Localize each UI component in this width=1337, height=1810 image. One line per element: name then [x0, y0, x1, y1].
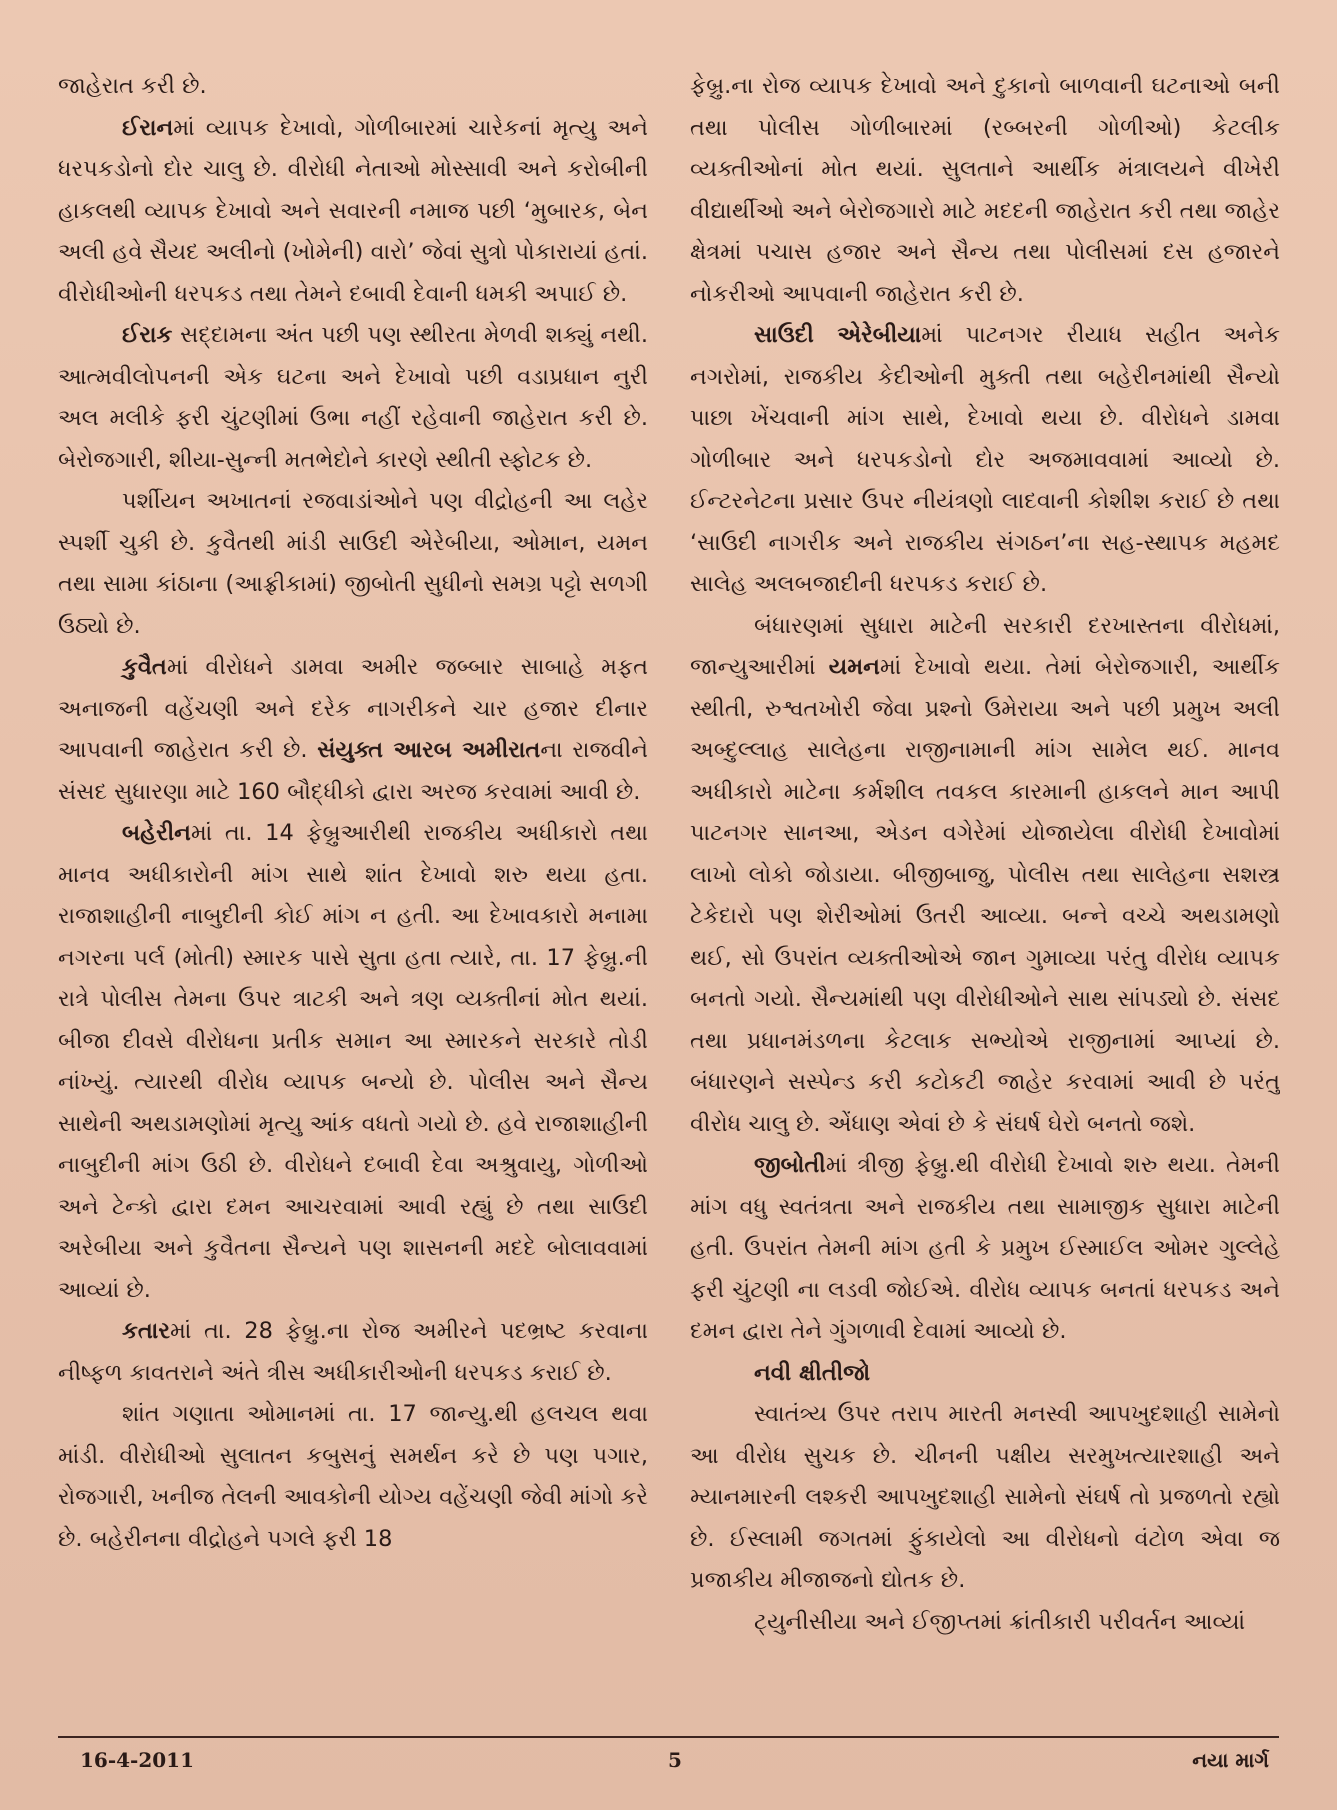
paragraph [58, 66, 648, 108]
paragraph-text: સ્વાતંત્ર્ય ઉપર તરાપ મારતી મનસ્વી આપખુદશાહી સામેનો આ વીરોધ સુચક છે. ચીનની પક્ષીય સરમુખત્યારશાહી અને મ્યાનમારની લશ્કરી આપખુદશાહી સામેનો સંઘર્ષ તો પ્રજળતો રહ્યો છે. ઈસ્લામી જગતમાં ફુંકાયેલો આ વીરોધનો વંટોળ એવા જ પ્રજાકીય મીજાજનો દ્યોતક છે. [690, 1401, 1280, 1593]
country-name: ઈરાક [122, 322, 173, 348]
paragraph [58, 813, 648, 1311]
right-column [690, 66, 1280, 1716]
country-name: બહેરીન [122, 820, 191, 846]
paragraph-text: પર્શીયન અખાતનાં રજવાડાંઓને પણ વીદ્રોહની આ લહેર સ્પર્શી ચુકી છે. કુવૈતથી માંડી સાઉદી એરેબીયા, ઓમાન, યમન તથા સામા કાંઠાના (આફ્રીકામાં) જીબોતી સુધીનો સમગ્ર પટ્ટો સળગી ઉઠ્યો છે. [58, 488, 648, 639]
paragraph-text: માં પાટનગર રીયાધ સહીત અનેક નગરોમાં, રાજકીય કેદીઓની મુક્તી તથા બહેરીનમાંથી સૈન્યો પાછા ખેંચવાની માંગ સાથે, દેખાવો થયા છે. વીરોધને ડામવા ગોળીબાર અને ધરપકડોનો દોર અજમાવવામાં આવ્યો છે. ઈન્ટરનેટના પ્રસાર ઉપર નીયંત્રણો લાદવાની કોશીશ કરાઈ છે તથા ‘સાઉદી નાગરીક અને રાજકીય સંગઠન’ના સહ-સ્થાપક મહમદ સાલેહ અલબજાદીની ધરપકડ કરાઈ છે. [690, 322, 1280, 597]
paragraph [58, 647, 648, 813]
paragraph [58, 1311, 648, 1394]
country-name: યમન [828, 654, 880, 680]
paragraph-text: શાંત ગણાતા ઓમાનમાં તા. 17 જાન્યુ.થી હલચલ થવા માંડી. વીરોધીઓ સુલાતન કબુસનું સમર્થન કરે છે પણ પગાર, રોજગારી, ખનીજ તેલની આવકોની યોગ્ય વહેંચણી જેવી માંગો કરે છે. બહેરીનના વીદ્રોહને પગલે ફરી 18 [58, 1401, 648, 1552]
article-columns [58, 66, 1280, 1716]
page-footer [58, 1748, 1279, 1788]
paragraph-text: ફેબ્રુ.ના રોજ વ્યાપક દેખાવો અને દુકાનો બાળવાની ઘટનાઓ બની તથા પોલીસ ગોળીબારમાં (રબ્બરની ગોળીઓ) કેટલીક વ્યક્તીઓનાં મોત થયાં. સુલતાને આર્થીક મંત્રાલયને વીખેરી વીદ્યાર્થીઓ અને બેરોજગારો માટે મદદની જાહેરાત કરી તથા જાહેર ક્ષેત્રમાં પચાસ હજાર અને સૈન્ય તથા પોલીસમાં દસ હજારને નોકરીઓ આપવાની જાહેરાત કરી છે. [690, 73, 1280, 307]
paragraph [690, 66, 1280, 315]
country-name: સાઉદી એરેબીયા [754, 322, 922, 348]
paragraph-text: માં દેખાવો થયા. તેમાં બેરોજગારી, આર્થીક સ્થીતી, રુશ્વતખોરી જેવા પ્રશ્નો ઉમેરાયા અને પછી પ્રમુખ અલી અબ્દુલ્લાહ સાલેહના રાજીનામાની માંગ સામેલ થઈ. માનવ અધીકારો માટેના કર્મશીલ તવકલ કારમાની હાકલને માન આપી પાટનગર સાનઆ, એડન વગેરેમાં યોજાયેલા વીરોધી દેખાવોમાં લાખો લોકો જોડાયા. બીજીબાજુ, પોલીસ તથા સાલેહના સશસ્ત્ર ટેકેદારો પણ શેરીઓમાં ઉતરી આવ્યા. બન્ને વચ્ચે અથડામણો થઈ, સો ઉપરાંત વ્યક્તીઓએ જાન ગુમાવ્યા પરંતુ વીરોધ વ્યાપક બનતો ગયો. સૈન્યમાંથી પણ વીરોધીઓને સાથ સાંપડ્યો છે. સંસદ તથા પ્રધાનમંડળના કેટલાક સભ્યોએ રાજીનામાં આપ્યાં છે. બંધારણને સસ્પેન્ડ કરી કટોકટી જાહેર કરવામાં આવી છે પરંતુ વીરોધ ચાલુ છે. એંધાણ એવાં છે કે સંઘર્ષ ઘેરો બનતો જશે. [690, 654, 1280, 1137]
paragraph-text: જાહેરાત કરી છે. [58, 73, 207, 99]
paragraph-text: માં વીરોધને ડામવા અમીર જબ્બાર સાબાહે મફત અનાજની વહેંચણી અને દરેક નાગરીકને ચાર હજાર દીનાર આપવાની જાહેરાત કરી છે. [58, 654, 648, 763]
paragraph [58, 1394, 648, 1560]
country-name: કતાર [122, 1318, 170, 1344]
issue-date: 16-4-2011 [80, 1748, 195, 1772]
section-heading: નવી ક્ષીતીજો [754, 1359, 871, 1386]
paragraph-text: માં ત્રીજી ફેબ્રુ.થી વીરોધી દેખાવો શરુ થયા. તેમની માંગ વધુ સ્વતંત્રતા અને રાજકીય તથા સામાજીક સુધારા માટેની હતી. ઉપરાંત તેમની માંગ હતી કે પ્રમુખ ઈસ્માઈલ ઓમર ગુલ્લેહે ફરી ચુંટણી ના લડવી જોઈએ. વીરોધ વ્યાપક બનતાં ધરપકડ અને દમન દ્વારા તેને ગુંગળાવી દેવામાં આવ્યો છે. [690, 1152, 1280, 1344]
paragraph [690, 315, 1280, 606]
paragraph [58, 315, 648, 481]
left-column [58, 66, 648, 1716]
paragraph-text: ટ્યુનીસીયા અને ઈજીપ્તમાં ક્રાંતીકારી પરીવર્તન આવ્યાં [754, 1608, 1246, 1635]
paragraph [58, 481, 648, 647]
publication-name: નયા માર્ગ [1192, 1748, 1269, 1772]
paragraph-text: ના રાજવીને સંસદ સુધારણા માટે 160 બૌદ્ધીકો દ્વારા અરજ કરવામાં આવી છે. [58, 737, 648, 805]
paragraph [690, 1602, 1280, 1644]
country-name: જીબોતી [754, 1152, 826, 1178]
paragraph-text: માં તા. 14 ફેબ્રુઆરીથી રાજકીય અધીકારો તથા માનવ અધીકારોની માંગ સાથે શાંત દેખાવો શરુ થયા હતા. રાજાશાહીની નાબુદીની કોઈ માંગ ન હતી. આ દેખાવકારો મનામા નગરના પર્લ (મોતી) સ્મારક પાસે સુતા હતા ત્યારે, તા. 17 ફેબ્રુ.ની રાત્રે પોલીસ તેમના ઉપર ત્રાટકી અને ત્રણ વ્યક્તીનાં મોત થયાં. બીજા દીવસે વીરોધના પ્રતીક સમાન આ સ્મારકને સરકારે તોડી નાંખ્યું. ત્યારથી વીરોધ વ્યાપક બન્યો છે. પોલીસ અને સૈન્ય સાથેની અથડામણોમાં મૃત્યુ આંક વધતો ગયો છે. હવે રાજાશાહીની નાબુદીની માંગ ઉઠી છે. વીરોધને દબાવી દેવા અશ્રુવાયુ, ગોળીઓ અને ટેન્કો દ્વારા દમન આચરવામાં આવી રહ્યું છે તથા સાઉદી અરેબીયા અને કુવૈતના સૈન્યને પણ શાસનની મદદે બોલાવવામાં આવ્યાં છે. [58, 820, 648, 1303]
paragraph-text: બંધારણમાં સુધારા માટેની સરકારી દરખાસ્તના વીરોધમાં, જાન્યુઆરીમાં [690, 612, 1280, 680]
paragraph [690, 1394, 1280, 1602]
country-name: કુવૈત [122, 654, 167, 680]
footer-divider [58, 1736, 1279, 1738]
paragraph [690, 606, 1280, 1146]
paragraph-text: માં વ્યાપક દેખાવો, ગોળીબારમાં ચારેકનાં મૃત્યુ અને ધરપકડોનો દોર ચાલુ છે. વીરોધી નેતાઓ મોસ્સાવી અને કરોબીની હાકલથી વ્યાપક દેખાવો અને સવારની નમાજ પછી ‘મુબારક, બેન અલી હવે સૈયદ અલીનો (ખોમેની) વારો’ જેવાં સુત્રો પોકારાયાં હતાં. વીરોધીઓની ધરપકડ તથા તેમને દબાવી દેવાની ધમકી અપાઈ છે. [58, 114, 648, 307]
country-name: ઈરાન [122, 114, 174, 141]
paragraph-text: સદ્દામના અંત પછી પણ સ્થીરતા મેળવી શક્યું નથી. આત્મવીલોપનની એક ઘટના અને દેખાવો પછી વડાપ્રધાન નુરી અલ મલીકે ફરી ચુંટણીમાં ઉભા નહીં રહેવાની જાહેરાત કરી છે. બેરોજગારી, શીયા-સુન્ની મતભેદોને કારણે સ્થીતી સ્ફોટક છે. [58, 322, 648, 473]
paragraph [690, 1145, 1280, 1353]
paragraph [58, 108, 648, 316]
page-number: 5 [668, 1748, 682, 1772]
country-name: સંયુક્ત આરબ અમીરાત [317, 737, 541, 763]
paragraph-text: માં તા. 28 ફેબ્રુ.ના રોજ અમીરને પદભ્રષ્ટ કરવાના નીષ્ફળ કાવતરાને અંતે ત્રીસ અધીકારીઓની ધરપકડ કરાઈ છે. [58, 1318, 648, 1386]
